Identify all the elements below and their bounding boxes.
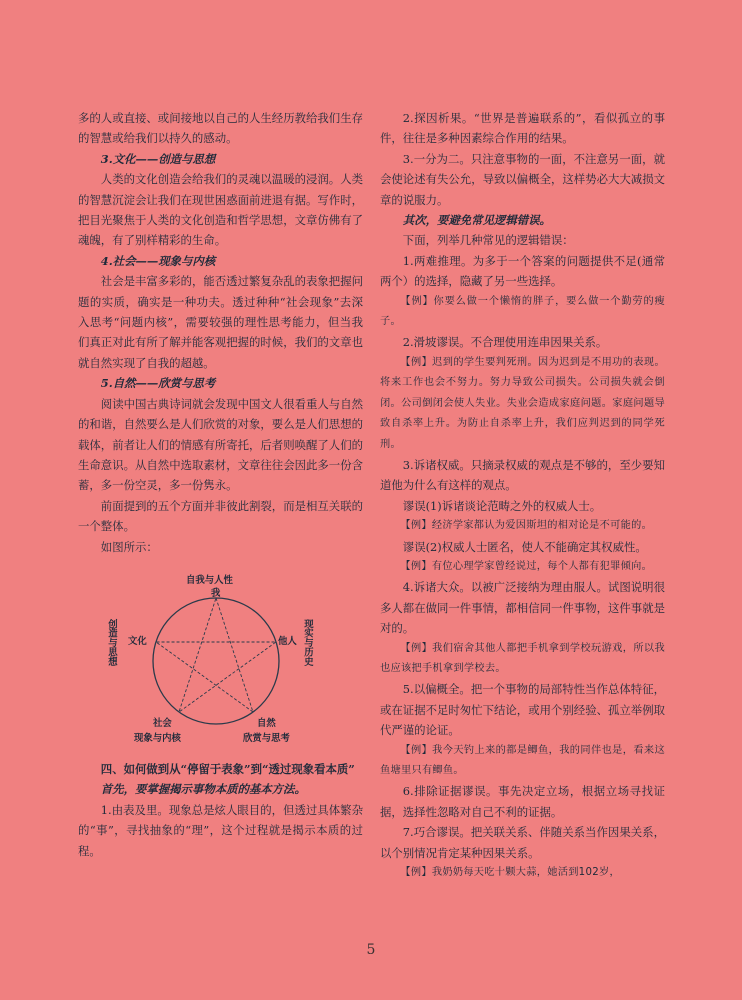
paragraph: 多的人或直接、或间接地以自己的人生经历教给我们生存的智慧或给我们以持久的感动。 xyxy=(78,111,363,146)
diagram-graphic xyxy=(78,561,363,753)
pentagram-diagram xyxy=(78,561,363,753)
lead-sentence: 首先，要掌握揭示事物本质的基本方法。 xyxy=(100,782,306,797)
example: 【例】有位心理学家曾经说过，每个人都有犯罪倾向。 xyxy=(400,560,653,572)
node-nature: 自然 xyxy=(257,717,276,729)
subheading-nature: 5.自然——欣赏与思考 xyxy=(100,376,216,391)
paragraph: 1.由表及里。现象总是炫人眼目的，但透过具体繁杂的“事”，寻找抽象的“理”，这个过程就是揭示本质的过程。 xyxy=(78,802,363,858)
node-culture: 文化 xyxy=(128,635,147,647)
diagram-circle xyxy=(153,598,279,724)
label-reality-history: 现实与历史 xyxy=(302,618,313,666)
paragraph: 3.诉诸权威。只摘录权威的观点是不够的，至少要知道他为什么有这样的观点。 xyxy=(380,457,665,493)
label-self-humanity: 自我与人性 xyxy=(186,574,233,586)
left-column xyxy=(78,108,363,861)
example: 【例】我们宿舍其他人都把手机拿到学校玩游戏，所以我也应该把手机拿到学校去。 xyxy=(380,642,665,674)
example: 【例】我今天钓上来的都是鲫鱼，我的同伴也是，看来这鱼塘里只有鲫鱼。 xyxy=(380,744,665,776)
label-creation-thought: 创造与思想 xyxy=(106,618,117,666)
example: 【例】经济学家都认为爱因斯坦的相对论是不可能的。 xyxy=(400,520,653,532)
paragraph: 2.探因析果。“世界是普遍联系的”，看似孤立的事件，往往是多种因素综合作用的结果。 xyxy=(380,111,665,146)
paragraph: 下面，列举几种常见的逻辑错误： xyxy=(402,233,574,248)
right-column xyxy=(380,108,665,883)
diagram-star xyxy=(156,598,276,712)
example: 【例】迟到的学生要判死刑。因为迟到是不用功的表现。将来工作也会不努力。努力导致公司损失。公司损失就会倒闭。公司倒闭会使人失业。失业会造成家庭问题。家庭问题导致自杀率上升。为防止自杀率上升，我们应判迟到的同学死刑。 xyxy=(380,356,665,450)
paragraph: 5.以偏概全。把一个事物的局部特性当作总体特征，或在证据不足时匆忙下结论，或用个别经验、孤立举例取代严谨的论证。 xyxy=(380,682,665,738)
paragraph: 谬误(1)诉诸谈论范畴之外的权威人士。 xyxy=(402,498,602,513)
paragraph: 1.两难推理。为多于一个答案的问题提供不足(通常两个）的选择，隐藏了另一些选择。 xyxy=(380,253,665,289)
paragraph: 前面提到的五个方面并非彼此割裂，而是相互关联的一个整体。 xyxy=(78,498,363,534)
paragraph: 如图所示： xyxy=(100,539,158,554)
paragraph: 6.排除证据谬误。事先决定立场，根据立场寻找证据，选择性忽略对自己不利的证据。 xyxy=(380,784,665,819)
example: 【例】我奶奶每天吃十颗大蒜，她活到102岁， xyxy=(400,867,620,879)
subheading-culture: 3.文化——创造与思想 xyxy=(100,151,216,166)
label-appreciation-thinking: 欣赏与思考 xyxy=(243,732,290,744)
paragraph: 4.诉诸大众。以被广泛接纳为理由服人。试图说明很多人都在做同一件事情，都相信同一件事物，这件事就是对的。 xyxy=(380,580,665,636)
node-society: 社会 xyxy=(153,717,172,729)
paragraph: 7.巧合谬误。把关联关系、伴随关系当作因果关系，以个别情况肯定某种因果关系。 xyxy=(380,825,665,860)
label-phenomenon-core: 现象与内核 xyxy=(134,732,181,744)
lead-sentence: 其次，要避免常见逻辑错误。 xyxy=(402,213,551,228)
section-heading: 四、如何做到从“停留于表象”到“透过现象看本质” xyxy=(100,761,355,776)
subheading-society: 4.社会——现象与内核 xyxy=(100,253,216,268)
example: 【例】你要么做一个懒惰的胖子，要么做一个勤劳的瘦子。 xyxy=(380,295,665,328)
node-others: 他人 xyxy=(278,635,297,647)
node-self: 我 xyxy=(211,587,221,599)
paragraph: 阅读中国古典诗词就会发现中国文人很看重人与自然的和谐，自然要么是人们欣赏的对象，要么是人们思想的载体，前者让人们的情感有所寄托，后者则唤醒了人们的生命意识。从自然中选取素材，文章往往会因此多一份含蓄，多一份空灵，多一份隽永。 xyxy=(78,396,363,493)
page-number: 5 xyxy=(366,942,376,958)
paragraph: 谬误(2)权威人士匿名，使人不能确定其权威性。 xyxy=(402,539,647,554)
paragraph: 人类的文化创造会给我们的灵魂以温暖的浸润。人类的智慧沉淀会让我们在现世困惑面前进退有据。写作时，把目光聚焦于人类的文化创造和哲学思想，文章仿佛有了魂魄，有了别样精彩的生命。 xyxy=(78,172,363,248)
paragraph: 2.滑坡谬误。不合理使用连串因果关系。 xyxy=(402,335,608,350)
paragraph: 社会是丰富多彩的，能否透过繁复杂乱的表象把握问题的实质，确实是一种功夫。透过种种“社会现象”去深入思考“问题内核”，需要较强的理性思考能力，但当我们真正对此有所了解并能客观把握的时候，我们的文章也就自然实现了自我的超越。 xyxy=(78,274,363,370)
paragraph: 3.一分为二。只注意事物的一面，不注意另一面，就会使论述有失公允，导致以偏概全，这样势必大大减损文章的说服力。 xyxy=(380,151,665,207)
